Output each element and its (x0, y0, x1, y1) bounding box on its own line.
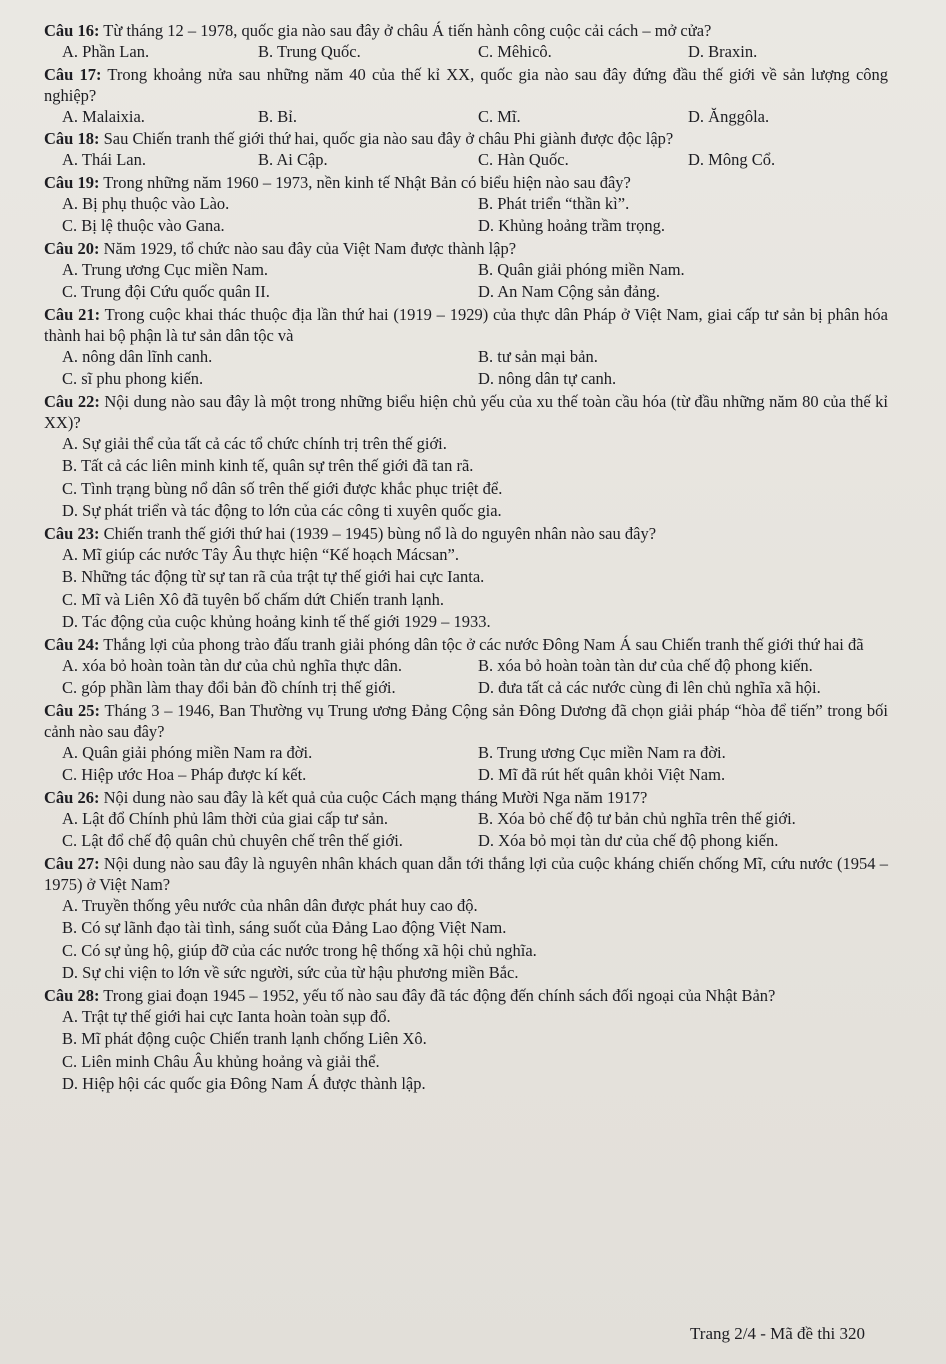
question-25 (0, 700, 946, 787)
option-c: C. Mĩ và Liên Xô đã tuyên bố chấm dứt Chiến tranh lạnh. (62, 589, 444, 609)
option-c: C. Có sự ủng hộ, giúp đỡ của các nước trong hệ thống xã hội chủ nghĩa. (62, 940, 537, 960)
option-b: B. tư sản mại bản. (478, 346, 598, 366)
question-text: Trong khoảng nửa sau những năm 40 của thế kỉ XX, quốc gia nào sau đây đứng đầu thế giới về sản lượng công nghiệp? (44, 64, 889, 105)
option-a: A. Trung ương Cục miền Nam. (62, 259, 269, 279)
question-text: Từ tháng 12 – 1978, quốc gia nào sau đây ở châu Á tiến hành công cuộc cải cách – mở cửa? (103, 21, 712, 40)
option-a: A. Lật đổ Chính phủ lâm thời của giai cấp tư sản. (62, 808, 389, 828)
option-c: C. Trung đội Cứu quốc quân II. (62, 282, 270, 301)
question-list (0, 20, 946, 1096)
question-number: Câu 22: (44, 391, 100, 411)
option-d: D. Mông Cổ. (688, 150, 776, 169)
option-a: A. Quân giải phóng miền Nam ra đời. (62, 742, 313, 762)
option-b: B. Mĩ phát động cuộc Chiến tranh lạnh chống Liên Xô. (62, 1029, 427, 1048)
question-24 (0, 634, 946, 700)
question-text: Chiến tranh thế giới thứ hai (1939 – 1945) bùng nổ là do nguyên nhân nào sau đây? (103, 523, 657, 543)
question-text: Thắng lợi của phong trào đấu tranh giải phóng dân tộc ở các nước Đông Nam Á sau Chiến tranh thế giới thứ hai đã (103, 634, 864, 654)
page-footer: Trang 2/4 - Mã đề thi 320 (690, 1324, 866, 1343)
question-17 (0, 64, 946, 129)
question-number: Câu 26: (44, 787, 100, 807)
question-number: Câu 24: (44, 634, 100, 654)
option-b: B. Có sự lãnh đạo tài tình, sáng suốt của Đảng Lao động Việt Nam. (62, 918, 507, 937)
question-27 (0, 853, 946, 985)
option-b: B. Xóa bỏ chế độ tư bản chủ nghĩa trên thế giới. (478, 808, 796, 828)
question-text: Sau Chiến tranh thế giới thứ hai, quốc gia nào sau đây ở châu Phi giành được độc lập? (103, 129, 674, 148)
question-number: Câu 20: (44, 238, 100, 258)
option-a: A. Bị phụ thuộc vào Lào. (62, 193, 230, 213)
option-c: C. góp phần làm thay đổi bản đồ chính trị thế giới. (62, 678, 396, 697)
question-22 (0, 391, 946, 523)
question-19 (0, 172, 946, 238)
question-number: Câu 16: (44, 21, 100, 40)
option-b: B. Phát triển “thần kì”. (478, 193, 630, 213)
option-a: A. Malaixia. (62, 106, 145, 126)
option-d: D. Tác động của cuộc khủng hoảng kinh tế thế giới 1929 – 1933. (62, 612, 491, 631)
option-c: C. Hiệp ước Hoa – Pháp được kí kết. (62, 765, 307, 784)
question-16 (0, 20, 946, 64)
question-text: Nội dung nào sau đây là một trong những biểu hiện chủ yếu của xu thế toàn cầu hóa (từ đầu những năm 80 của thế kỉ XX)? (44, 391, 888, 432)
option-c: C. Hàn Quốc. (478, 150, 569, 169)
option-b: B. xóa bỏ hoàn toàn tàn dư của chế độ phong kiến. (478, 655, 813, 675)
option-a: A. Phần Lan. (62, 42, 150, 61)
option-d: D. Hiệp hội các quốc gia Đông Nam Á được thành lập. (62, 1074, 426, 1093)
question-23 (0, 523, 946, 634)
question-number: Câu 19: (44, 172, 100, 192)
option-a: A. Truyền thống yêu nước của nhân dân được phát huy cao độ. (62, 895, 478, 915)
question-number: Câu 21: (44, 304, 101, 324)
question-text: Nội dung nào sau đây là kết quả của cuộc Cách mạng tháng Mười Nga năm 1917? (103, 787, 648, 807)
option-a: A. Thái Lan. (62, 150, 147, 169)
question-26 (0, 787, 946, 853)
option-a: A. nông dân lĩnh canh. (62, 346, 213, 366)
option-b: B. Bỉ. (258, 106, 297, 126)
option-b: B. Những tác động từ sự tan rã của trật tự thế giới hai cực Ianta. (62, 567, 485, 586)
question-number: Câu 27: (44, 853, 100, 873)
option-a: A. Mĩ giúp các nước Tây Âu thực hiện “Kế hoạch Mácsan”. (62, 544, 459, 564)
question-number: Câu 17: (44, 64, 102, 84)
question-text: Trong cuộc khai thác thuộc địa lần thứ hai (1919 – 1929) của thực dân Pháp ở Việt Nam, giai cấp tư sản bị phân hóa thành hai bộ phận là tư sản dân tộc và (44, 304, 888, 345)
question-text: Tháng 3 – 1946, Ban Thường vụ Trung ương Đảng Cộng sản Đông Dương đã chọn giải pháp “hòa để tiến” trong bối cảnh nào sau đây? (44, 700, 888, 741)
option-b: B. Trung Quốc. (258, 42, 361, 61)
option-c: C. Mêhicô. (478, 42, 552, 61)
option-a: A. Trật tự thế giới hai cực Ianta hoàn toàn sụp đổ. (62, 1006, 391, 1026)
question-21 (0, 304, 946, 391)
option-a: A. xóa bỏ hoàn toàn tàn dư của chủ nghĩa thực dân. (62, 655, 402, 675)
option-b: B. Trung ương Cục miền Nam ra đời. (478, 742, 726, 762)
question-number: Câu 18: (44, 129, 100, 148)
option-d: D. An Nam Cộng sản đảng. (478, 282, 660, 301)
question-text: Trong giai đoạn 1945 – 1952, yếu tố nào sau đây đã tác động đến chính sách đối ngoại của Nhật Bản? (103, 985, 776, 1005)
option-c: C. Lật đổ chế độ quân chủ chuyên chế trên thế giới. (62, 831, 403, 850)
question-text: Trong những năm 1960 – 1973, nền kinh tế Nhật Bản có biểu hiện nào sau đây? (103, 172, 631, 192)
option-b: B. Tất cả các liên minh kinh tế, quân sự trên thế giới đã tan rã. (62, 456, 474, 475)
option-a: A. Sự giải thể của tất cả các tổ chức chính trị trên thế giới. (62, 433, 447, 453)
option-b: B. Ai Cập. (258, 150, 328, 169)
question-number: Câu 23: (44, 523, 100, 543)
option-d: D. nông dân tự canh. (478, 369, 617, 388)
option-d: D. Sự chi viện to lớn về sức người, sức của từ hậu phương miền Bắc. (62, 963, 519, 982)
question-number: Câu 25: (44, 700, 101, 720)
option-d: D. đưa tất cả các nước cùng đi lên chủ nghĩa xã hội. (478, 678, 821, 697)
option-d: D. Braxin. (688, 42, 758, 61)
question-text: Năm 1929, tổ chức nào sau đây của Việt Nam được thành lập? (103, 238, 517, 258)
option-c: C. Bị lệ thuộc vào Gana. (62, 216, 225, 235)
option-c: C. Liên minh Châu Âu khủng hoảng và giải thể. (62, 1051, 380, 1071)
option-d: D. Ănggôla. (688, 106, 770, 126)
question-text: Nội dung nào sau đây là nguyên nhân khách quan dẫn tới thắng lợi của cuộc kháng chiến chống Mĩ, cứu nước (1954 – 1975) ở Việt Nam? (44, 853, 889, 894)
option-d: D. Mĩ đã rút hết quân khỏi Việt Nam. (478, 765, 726, 784)
question-number: Câu 28: (44, 985, 100, 1005)
option-d: D. Sự phát triển và tác động to lớn của các công ti xuyên quốc gia. (62, 501, 502, 520)
question-18 (0, 128, 946, 172)
option-c: C. Mĩ. (478, 106, 521, 126)
question-28 (0, 985, 946, 1096)
option-d: D. Khủng hoảng trầm trọng. (478, 216, 665, 235)
option-c: C. sĩ phu phong kiến. (62, 369, 204, 388)
option-b: B. Quân giải phóng miền Nam. (478, 259, 685, 279)
option-d: D. Xóa bỏ mọi tàn dư của chế độ phong kiến. (478, 831, 779, 850)
question-20 (0, 238, 946, 304)
option-c: C. Tình trạng bùng nổ dân số trên thế giới được khắc phục triệt để. (62, 478, 503, 498)
